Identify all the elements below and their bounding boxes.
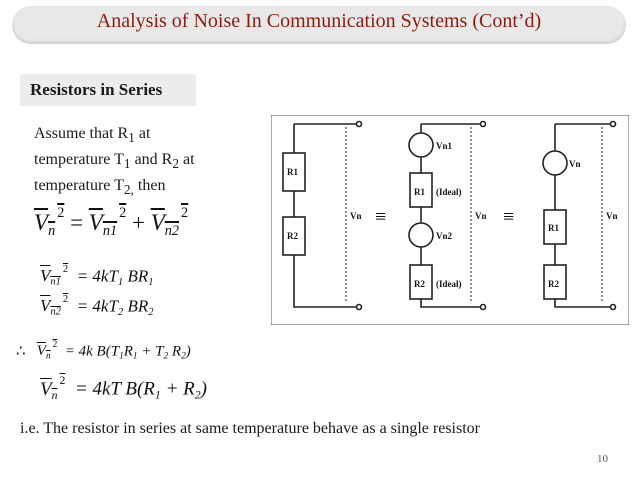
subheading: Resistors in Series (30, 80, 163, 99)
label-r2-a: R2 (287, 231, 298, 241)
label-vn-b: Vn (475, 211, 487, 221)
label-r1-a: R1 (287, 167, 298, 177)
equation-vn2: $V_{n2}^2 = 4kT_2$ $BR_2$ (40, 294, 154, 319)
label-r2-c: R2 (548, 279, 559, 289)
assume-line-3: temperature $T_{2,}$ then (34, 177, 166, 198)
equation-vn1: $V_{n1}^2 = 4kT_1$ $BR_1$ (40, 264, 154, 289)
label-vn-a: Vn (350, 211, 362, 221)
slide-number: 10 (597, 453, 608, 465)
label-r2-b: R2 (414, 279, 425, 289)
label-ideal-1: (Ideal) (436, 187, 462, 197)
assumption-text (34, 123, 274, 202)
slide-title: Analysis of Noise In Communication Systems (Cont’d) (96, 10, 542, 32)
label-r1-c: R1 (548, 223, 559, 233)
equation-therefore: ∴ $V_n^2 = 4k$ $B(T_1R_1 + T_2$ $R_2$) (16, 340, 191, 362)
equivalence-symbol-1: ≡ (375, 206, 387, 228)
series-resistor-circuit-diagram (271, 115, 629, 325)
label-vn2: Vn2 (436, 231, 453, 241)
assume-line-1: Assume that $R_1$ at (34, 125, 151, 146)
conclusion-text: i.e. The resistor in series at same temperature behave as a single resistor (20, 420, 480, 437)
label-vn1: Vn1 (436, 141, 453, 151)
equation-single-resistor: $V_n^2 = 4kT$ $B(R_1 + R_2)$ (40, 374, 207, 402)
label-r1-b: R1 (414, 187, 425, 197)
equation-total-noise: $V_n^2 = V_{n1}^2 + V_{n2}^2$ (34, 205, 189, 239)
label-vn-c1: Vn (569, 159, 581, 169)
assume-line-2: temperature $T_1$ and $R_2$ at (34, 151, 195, 172)
label-ideal-2: (Ideal) (436, 279, 462, 289)
equivalence-symbol-2: ≡ (503, 206, 515, 228)
label-vn-c2: Vn (606, 211, 618, 221)
